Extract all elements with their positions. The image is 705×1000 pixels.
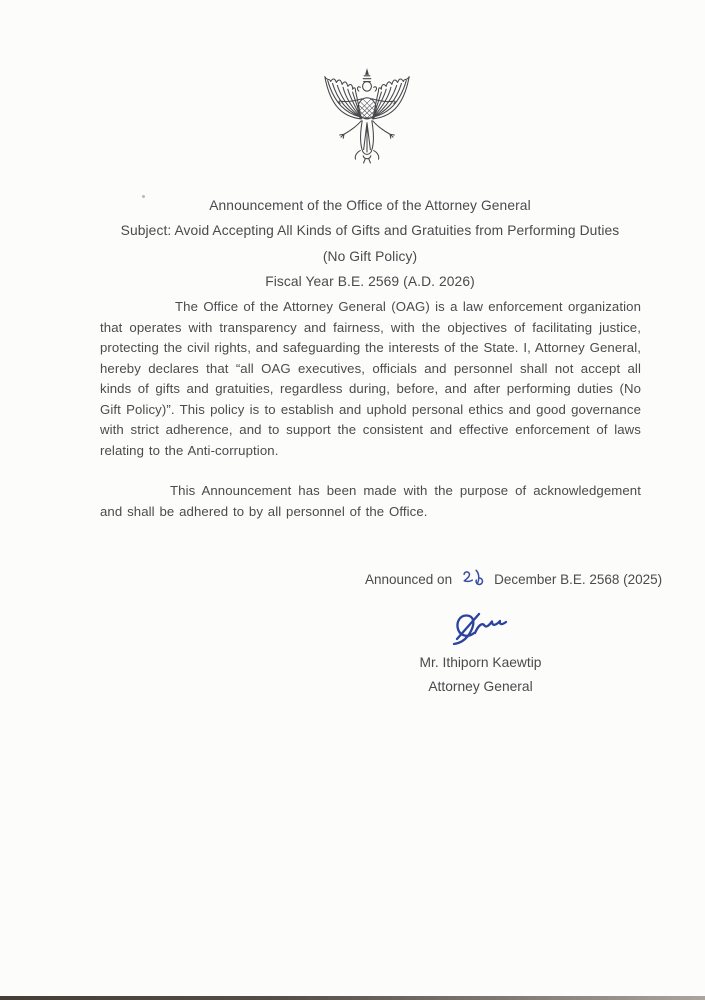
- handwritten-day-numerals: [461, 568, 485, 589]
- garuda-emblem-icon: [321, 66, 413, 168]
- announcement-title: Announcement of the Office of the Attorney General: [209, 198, 531, 213]
- signature-ink: [448, 608, 520, 652]
- announced-prefix: Announced on: [365, 572, 453, 587]
- handwritten-day-value: [485, 568, 486, 569]
- right-wing: [373, 77, 409, 119]
- policy-name-line: (No Gift Policy): [322, 248, 418, 264]
- document-header: [35, 193, 705, 295]
- signatory-title: Attorney General: [428, 678, 533, 694]
- announced-suffix: December B.E. 2568 (2025): [494, 572, 663, 587]
- left-wing: [325, 77, 361, 119]
- announced-date-line: [365, 566, 662, 587]
- fiscal-year-line: Fiscal Year B.E. 2569 (A.D. 2026): [265, 274, 475, 290]
- body-paragraph-1: The Office of the Attorney General (OAG) is a law enforcement organization that operates with transparency and fairness, with the objectives of facilitating justice, protecting the civil rights, and safeguarding the interests of the State. I, Attorney General, hereby declares that “all OAG executives, officials and personnel shall not accept all kinds of gifts and gratuities, regardless during, before, and after performing duties (No Gift Policy)”. This policy is to establish and uphold personal ethics and good governance with strict adherence, and to support the consistent and effective enforcement of laws relating to the Anti-corruption.: [100, 299, 641, 458]
- document-body: [100, 297, 641, 522]
- body-paragraph-2: This Announcement has been made with the purpose of acknowledgement and shall be adhered to by all personnel of the Office.: [100, 483, 641, 519]
- scan-edge-artifact: [0, 996, 705, 1000]
- scan-speck: [142, 195, 145, 198]
- signatory-name: Mr. Ithiporn Kaewtip: [419, 655, 542, 670]
- signatory-block: [378, 651, 583, 698]
- subject-line: Subject: Avoid Accepting All Kinds of Gifts and Gratuities from Performing Duties: [120, 223, 620, 239]
